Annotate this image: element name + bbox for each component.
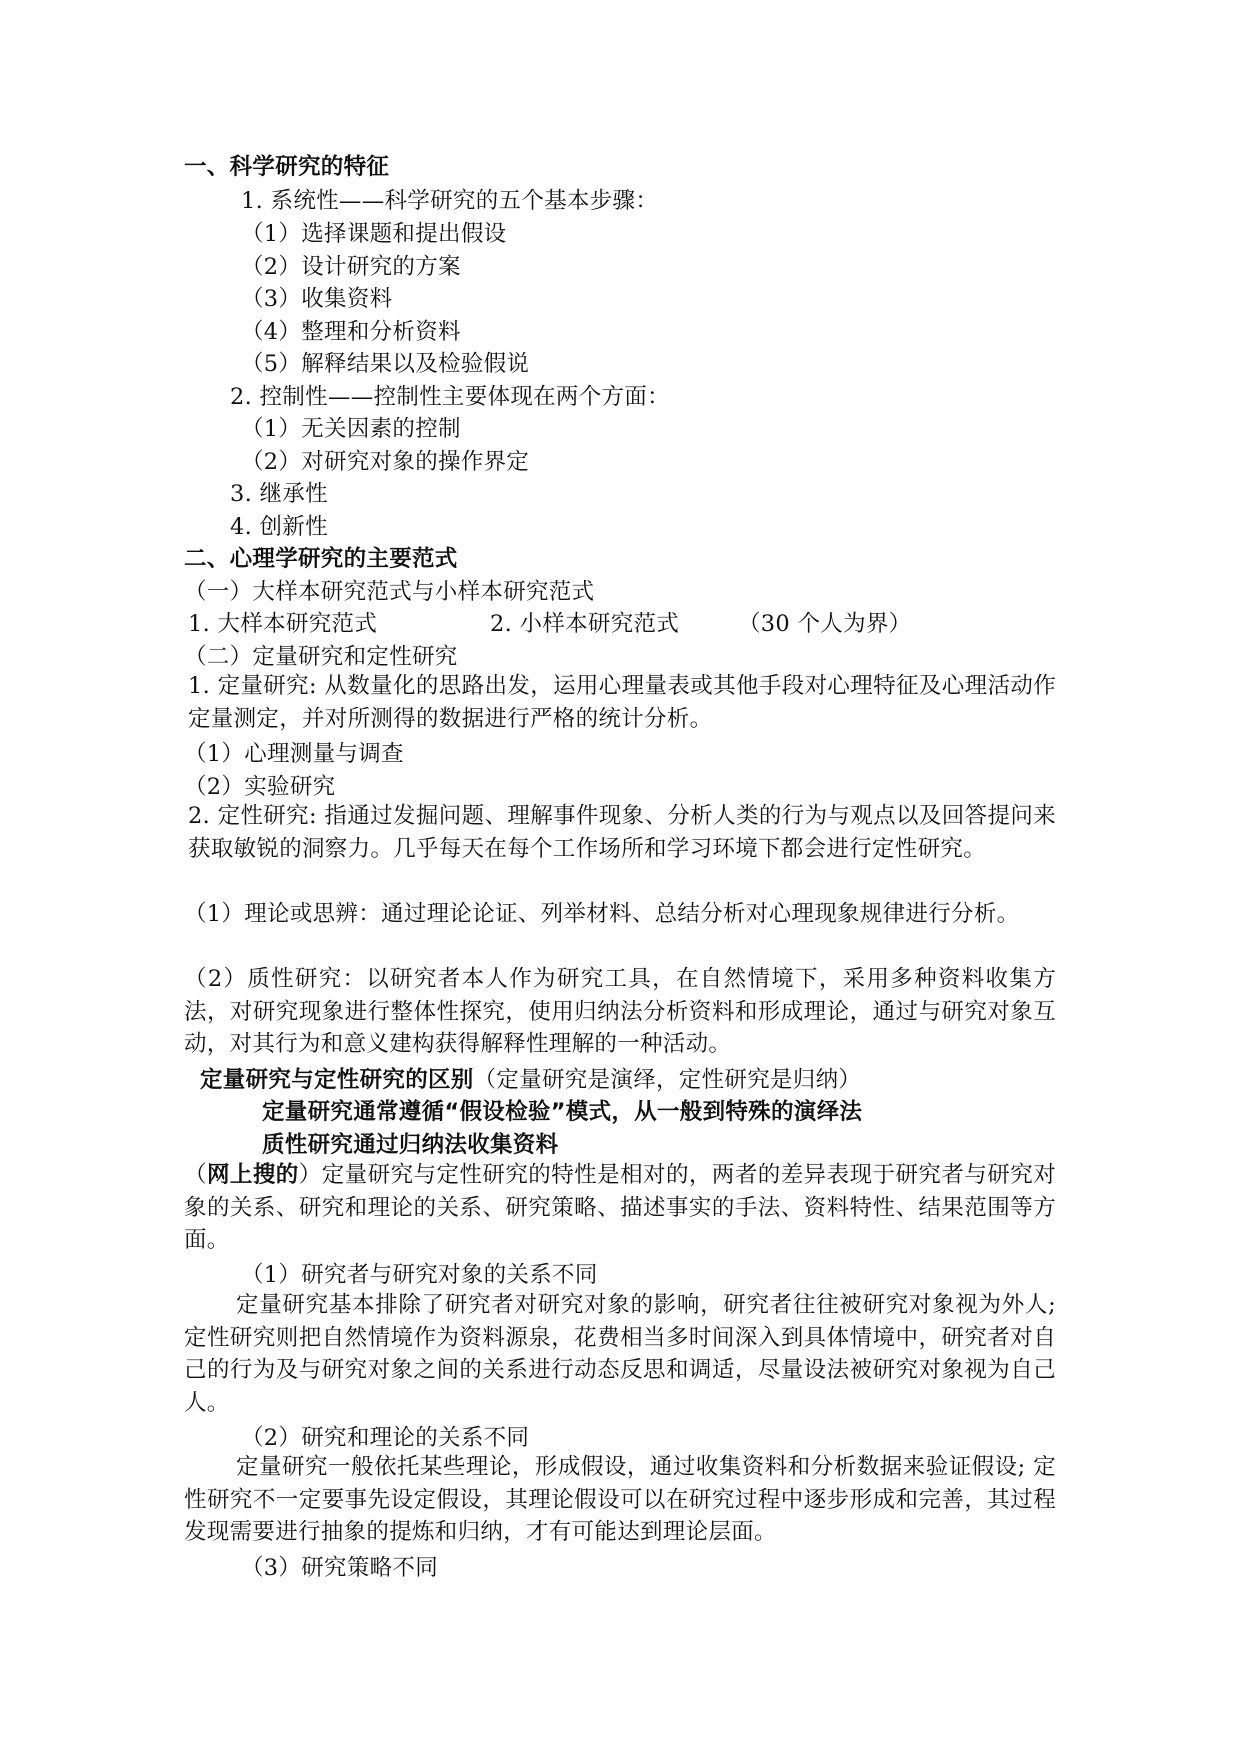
- qual-item2: （2）质性研究：以研究者本人作为研究工具，在自然情境下，采用多种资料收集方法，对研究现象进行整体性探究，使用归纳法分析资料和形成理论，通过与研究对象互动，对其行为和意义建构获得解释性理解的一种活动。: [184, 966, 1056, 1057]
- qual-item1: （1）理论或思辨：通过理论论证、列举材料、总结分析对心理现象规律进行分析。: [184, 901, 1020, 927]
- section2-sub1: （一）大样本研究范式与小样本研究范式: [184, 579, 595, 605]
- diff2-text: 定量研究一般依托某些理论，形成假设，通过收集资料和分析数据来验证假设; 定性研究不一定要事先设定假设，其理论假设可以在研究过程中逐步形成和完善，其过程发现需要进行抽象的提炼和归纳，才有可能达到理论层面。: [184, 1454, 1056, 1545]
- section2-sub1-b: 2. 小样本研究范式: [490, 611, 680, 637]
- web-open: （: [184, 1162, 207, 1188]
- section2-heading: 二、心理学研究的主要范式: [184, 546, 458, 572]
- diff2-title: （2）研究和理论的关系不同: [241, 1425, 530, 1451]
- section1-heading: 一、科学研究的特征: [184, 154, 390, 180]
- web-paragraph: [184, 1159, 1056, 1257]
- quant-paragraph: 1. 定量研究: 从数量化的思路出发，运用心理量表或其他手段对心理特征及心理活动作定量测定，并对所测得的数据进行严格的统计分析。: [188, 673, 1056, 732]
- section1-item3: 3. 继承性: [230, 481, 328, 507]
- quant-item2: （2）实验研究: [184, 774, 336, 800]
- section1-item2-step2: （2）对研究对象的操作界定: [241, 449, 530, 475]
- web-rest: ）定量研究与定性研究的特性是相对的，两者的差异表现于研究者与研究对象的关系、研究和理论的关系、研究策略、描述事实的手法、资料特性、结果范围等方面。: [184, 1162, 1056, 1253]
- section1-item1-step4: （4）整理和分析资料: [241, 319, 461, 345]
- diff-bold-line1: 定量研究通常遵循“假设检验”模式，从一般到特殊的演绎法: [262, 1099, 863, 1125]
- section1-item1-step5: （5）解释结果以及检验假说: [241, 351, 530, 377]
- section1-item2-step1: （1）无关因素的控制: [241, 416, 461, 442]
- diff1-title: （1）研究者与研究对象的关系不同: [241, 1262, 598, 1288]
- section1-item4: 4. 创新性: [230, 514, 328, 540]
- diff3-title: （3）研究策略不同: [241, 1555, 439, 1581]
- section1-item1-step2: （2）设计研究的方案: [241, 254, 461, 280]
- web-bold: 网上搜的: [206, 1162, 299, 1188]
- diff1-text: 定量研究基本排除了研究者对研究对象的影响，研究者往往被研究对象视为外人; 定性研究则把自然情境作为资料源泉，花费相当多时间深入到具体情境中，研究者对自己的行为及与研究对象之间的关系进行动态反思和调适，尽量设法被研究对象视为自己人。: [184, 1292, 1056, 1416]
- section2-sub1-c: （30 个人为界）: [738, 611, 912, 637]
- quant-item1: （1）心理测量与调查: [184, 741, 404, 767]
- section1-item1-step1: （1）选择课题和提出假设: [241, 221, 507, 247]
- section1-item2: 2. 控制性——控制性主要体现在两个方面：: [230, 384, 670, 410]
- section1-item1-step3: （3）收集资料: [241, 286, 393, 312]
- diff-heading-bold: 定量研究与定性研究的区别: [200, 1067, 474, 1093]
- diff-heading-rest: （定量研究是演绎，定性研究是归纳）: [473, 1067, 862, 1093]
- section2-sub2: （二）定量研究和定性研究: [184, 644, 458, 670]
- diff-bold-line2: 质性研究通过归纳法收集资料: [262, 1132, 559, 1158]
- section1-item1: 1. 系统性——科学研究的五个基本步骤：: [241, 188, 659, 214]
- diff-heading: [200, 1069, 861, 1092]
- section2-sub1-a: 1. 大样本研究范式: [188, 611, 378, 637]
- qual-paragraph: 2. 定性研究: 指通过发掘问题、理解事件现象、分析人类的行为与观点以及回答提问来获取敏锐的洞察力。几乎每天在每个工作场所和学习环境下都会进行定性研究。: [188, 803, 1056, 862]
